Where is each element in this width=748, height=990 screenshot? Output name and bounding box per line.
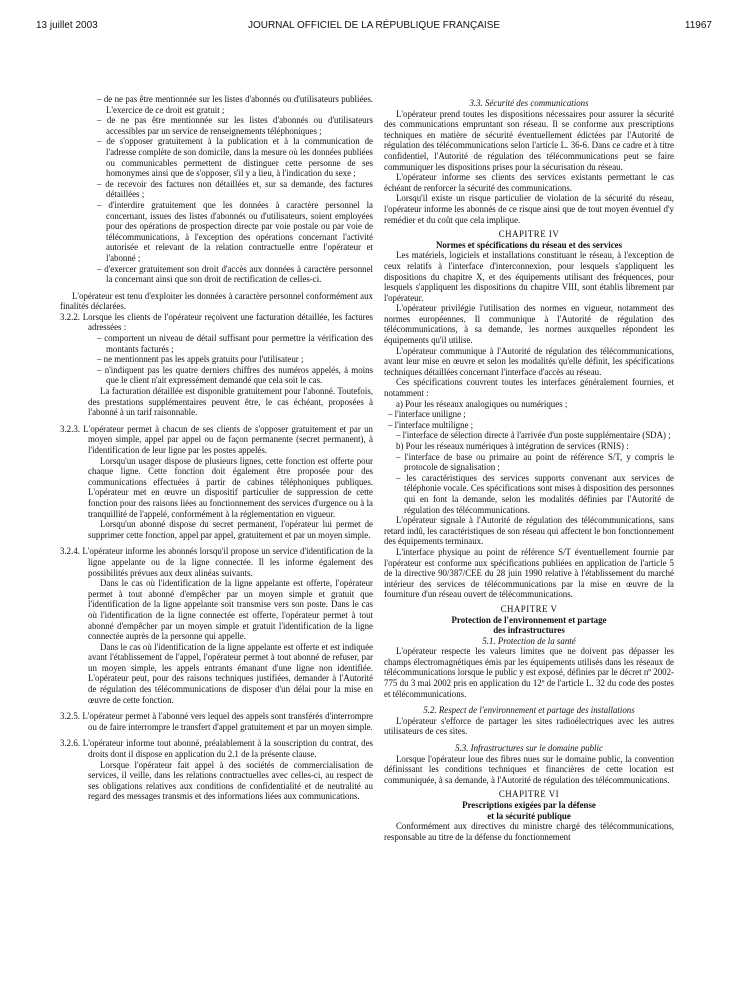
list-item: – les caractéristiques des services supports convenant aux services de téléphonie vocale. Ces spécifications sont mises à disposition des personnes qui en font la demande, selon les modalités définies par l'Autorité de régulation des télécommunications. — [396, 472, 674, 515]
list-item: – l'interface de base ou primaire au point de référence S/T, y compris le protocole de signalisation ; — [396, 451, 674, 473]
list-item: – d'exercer gratuitement son droit d'accès aux données à caractère personnel la concernant ainsi que son droit de rectification de celles-ci. — [97, 263, 373, 285]
paragraph: L'opérateur s'efforce de partager les sites radioélectriques avec les autres utilisateurs de ces sites. — [384, 715, 674, 737]
paragraph: L'opérateur communique à l'Autorité de régulation des télécommunications, avant leur mise en œuvre et selon les modalités qu'elle définit, les spécifications techniques détaillées concernant l'interface d'accès au réseau. — [384, 345, 674, 377]
chapter-heading: CHAPITRE IV — [498, 229, 560, 240]
paragraph: Lorsqu'un usager dispose de plusieurs lignes, cette fonction est offerte pour chaque ligne. Cette fonction doit également être proposée pour des communications effectuées à partir de cabines téléphoniques publiques. L'opérateur met en œuvre un dispositif particulier de suppression de cette fonction pour des raisons liées au fonctionnement des services d'urgence ou à la tranquillité de l'appelé, conformément à la réglementation en vigueur. — [88, 455, 373, 519]
paragraph: Dans le cas où l'identification de la ligne appelante est offerte et est indiquée avant l'établissement de l'appel, l'opérateur permet à tout abonné de refuser, par un moyen simple, les appels entrants émanant d'une ligne non identifiée. L'opérateur peut, pour des raisons techniques justifiées, demander à l'Autorité de régulation des télécommunications de disposer d'un délai pour la mise en œuvre de cette fonction. — [88, 641, 373, 705]
paragraph: Lorsque l'opérateur fait appel à des sociétés de commercialisation de services, il veille, dans les relations contractuelles avec celles-ci, au respect de ses obligations relatives aux conditions de confidentialité et de neutralité au regard des messages transmis et des informations liées aux communications. — [88, 759, 373, 802]
right-column — [384, 98, 674, 842]
list-item: – de recevoir des factures non détaillées et, sur sa demande, des factures détaillées ; — [97, 178, 373, 200]
paragraph: Lorsqu'il existe un risque particulier de violation de la sécurité du réseau, l'opérateur informe les abonnés de ce risque ainsi que de tout moyen éventuel d'y remédier et du coût que cela implique. — [384, 193, 674, 225]
header-date: 13 juillet 2003 — [36, 20, 98, 31]
section-326: 3.2.6. L'opérateur informe tout abonné, préalablement à la souscription du contrat, des droits dont il dispose en application du 2.1 de la présente clause. — [60, 738, 373, 760]
chapter-title: des infrastructures — [493, 625, 565, 636]
paragraph: L'opérateur signale à l'Autorité de régulation des télécommunications, sans retard indû, les caractéristiques de son réseau qui affectent le bon fonctionnement des équipements terminaux. — [384, 515, 674, 547]
paragraph: L'opérateur est tenu d'exploiter les données à caractère personnel conformément aux finalités déclarées. — [60, 290, 373, 312]
paragraph: Lorsqu'un abonné dispose du secret permanent, l'opérateur lui permet de supprimer cette fonction, appel par appel, gratuitement et par un moyen simple. — [88, 519, 373, 540]
list-item: – de ne pas être mentionnée sur les listes d'abonnés ou d'utilisateurs publiées. L'exercice de ce droit est gratuit ; — [97, 94, 373, 115]
header-title: JOURNAL OFFICIEL DE LA RÉPUBLIQUE FRANÇAISE — [247, 20, 501, 31]
chapter-heading: CHAPITRE VI — [498, 789, 560, 800]
list-item: – l'interface de sélection directe à l'arrivée d'un poste supplémentaire (SDA) ; — [396, 430, 671, 441]
chapter-heading: CHAPITRE V — [500, 603, 558, 614]
paragraph: Les matériels, logiciels et installations constituant le réseau, à l'exception de ceux relatifs à l'interface d'interconnexion, pour lesquels s'appliquent les dispositions du chapitre X, et des équipements utilisant des fréquences, pour lesquels s'appliquent les dispositions du chapitre VIII, sont établis librement par l'opérateur. — [384, 250, 674, 303]
section-325: 3.2.5. L'opérateur permet à l'abonné vers lequel des appels sont transférés d'interrompre ou de faire interrompre le transfert d'appel gratuitement et par un moyen simple. — [60, 711, 373, 732]
chapter-title: Protection de l'environnement et partage — [451, 614, 607, 625]
list-item: – ne mentionnent pas les appels gratuits pour l'utilisateur ; — [97, 354, 304, 365]
paragraph: Ces spécifications couvrent toutes les interfaces généralement fournies, et notamment : — [384, 377, 674, 399]
chapter-title: Normes et spécifications du réseau et des services — [435, 239, 623, 250]
list-item: – n'indiquent pas les quatre derniers chiffres des numéros appelés, à moins que le client n'ait expressément demandé que cela soit le cas. — [97, 364, 373, 386]
list-item: – d'interdire gratuitement que les données à caractère personnel la concernant, issues des listes d'abonnés ou d'utilisateurs, soient employées pour des opérations de prospection directe par voie postale ou par voie de télécommunications, à l'exception des opérations concernant l'activité autorisée et relevant de la relation contractuelle entre l'opérateur et l'abonné ; — [97, 199, 373, 263]
section-324: 3.2.4. L'opérateur informe les abonnés lorsqu'il propose un service d'identification de la ligne appelante ou de la ligne connectée. Il les informe également des possibilités prévues aux deux alinéas suivants. — [60, 546, 373, 578]
header-page-number: 11967 — [684, 20, 712, 31]
list-item: – l'interface uniligne ; — [388, 409, 466, 420]
chapter-title: Prescriptions exigées par la défense — [462, 800, 596, 810]
list-heading: b) Pour les réseaux numériques à intégration de services (RNIS) : — [396, 441, 629, 451]
section-322: 3.2.2. Lorsque les clients de l'opérateur reçoivent une facturation détaillée, les factures adressées : — [60, 311, 373, 333]
paragraph: La facturation détaillée est disponible gratuitement pour l'abonné. Toutefois, des prestations supplémentaires peuvent être, le cas échéant, proposées à l'abonné à un tarif raisonnable. — [88, 386, 373, 418]
paragraph: L'opérateur prend toutes les dispositions nécessaires pour assurer la sécurité des communications empruntant son réseau. Il se conforme aux prescriptions techniques en matière de sécurité éventuellement édictées par l'Autorité de régulation des télécommunications selon l'article L. 36-6. Dans ce cadre et à titre confidentiel, l'Autorité de régulation des télécommunications peut se faire communiquer les dispositions prises pour la sécurisation du réseau. — [384, 108, 674, 172]
left-column — [60, 94, 373, 802]
paragraph: L'opérateur privilégie l'utilisation des normes en vigueur, notamment des normes européennes. Il communique à l'Autorité de régulation des télécommunications, à sa demande, les normes auxquelles répondent les équipements qu'il utilise. — [384, 303, 674, 346]
paragraph: Lorsque l'opérateur loue des fibres nues sur le domaine public, la convention définissant les conditions techniques et financières de cette location est communiquée, à sa demande, à l'Autorité de régulation des télécommunications. — [384, 753, 674, 785]
paragraph: L'interface physique au point de référence S/T éventuellement fournie par l'opérateur est conforme aux spécifications publiées en application de l'article 5 de la directive 90/387/CEE du 28 juin 1990 relative à l'établissement du marché intérieur des services de télécommunications par la mise en œuvre de la fourniture d'un réseau ouvert de télécommunications. — [384, 546, 674, 600]
section-heading: 3.3. Sécurité des communications — [469, 98, 589, 108]
section-323: 3.2.3. L'opérateur permet à chacun de ses clients de s'opposer gratuitement et par un moyen simple, appel par appel ou de façon permanente (secret permanent), à l'identification de leur ligne par les postes appelés. — [60, 423, 373, 455]
paragraph: Dans le cas où l'identification de la ligne appelante est offerte, l'opérateur permet à tout abonné d'empêcher par un moyen simple et gratuit que l'identification de la ligne appelante soit transmise vers son poste. Dans le cas où l'identification de la ligne connectée est offerte, l'opérateur permet à tout abonné d'empêcher par un moyen simple et gratuit l'identification de la ligne connectée auprès de la personne qui appelle. — [88, 578, 373, 642]
section-heading: 5.2. Respect de l'environnement et partage des installations — [423, 705, 635, 716]
paragraph: L'opérateur informe ses clients des services existants permettant le cas échéant de renforcer la sécurité des communications. — [384, 172, 674, 193]
chapter-title: et la sécurité publique — [487, 810, 571, 821]
paragraph: Conformément aux directives du ministre chargé des télécommunications, responsable au titre de la défense du fonctionnement — [384, 821, 674, 842]
list-item: – de s'opposer gratuitement à la publication et à la communication de l'adresse complète de son domicile, dans la mesure où les données publiées ou communicables permettent de distinguer cette personne de ses homonymes ainsi que de s'opposer, s'il y a lieu, à l'indication du sexe ; — [97, 136, 373, 179]
list-heading: a) Pour les réseaux analogiques ou numériques ; — [396, 398, 568, 409]
section-heading: 5.1. Protection de la santé — [482, 635, 576, 646]
list-item: – comportent un niveau de détail suffisant pour permettre la vérification des montants facturés ; — [97, 333, 373, 354]
list-item: – l'interface multiligne ; — [388, 419, 474, 430]
paragraph: L'opérateur respecte les valeurs limites que ne doivent pas dépasser les champs électromagnétiques émis par les équipements utilisés dans les réseaux de télécommunications lorsque le public y est exposé, définies par le décret nº 2002-775 du 3 mai 2002 pris en application du 12º de l'article L. 32 du code des postes et télécommunications. — [384, 646, 674, 699]
section-heading: 5.3. Infrastructures sur le domaine public — [455, 743, 603, 754]
page-header — [36, 20, 712, 34]
list-item: – de ne pas être mentionnée sur les listes d'abonnés ou d'utilisateurs accessibles par un service de renseignements téléphoniques ; — [97, 115, 373, 136]
